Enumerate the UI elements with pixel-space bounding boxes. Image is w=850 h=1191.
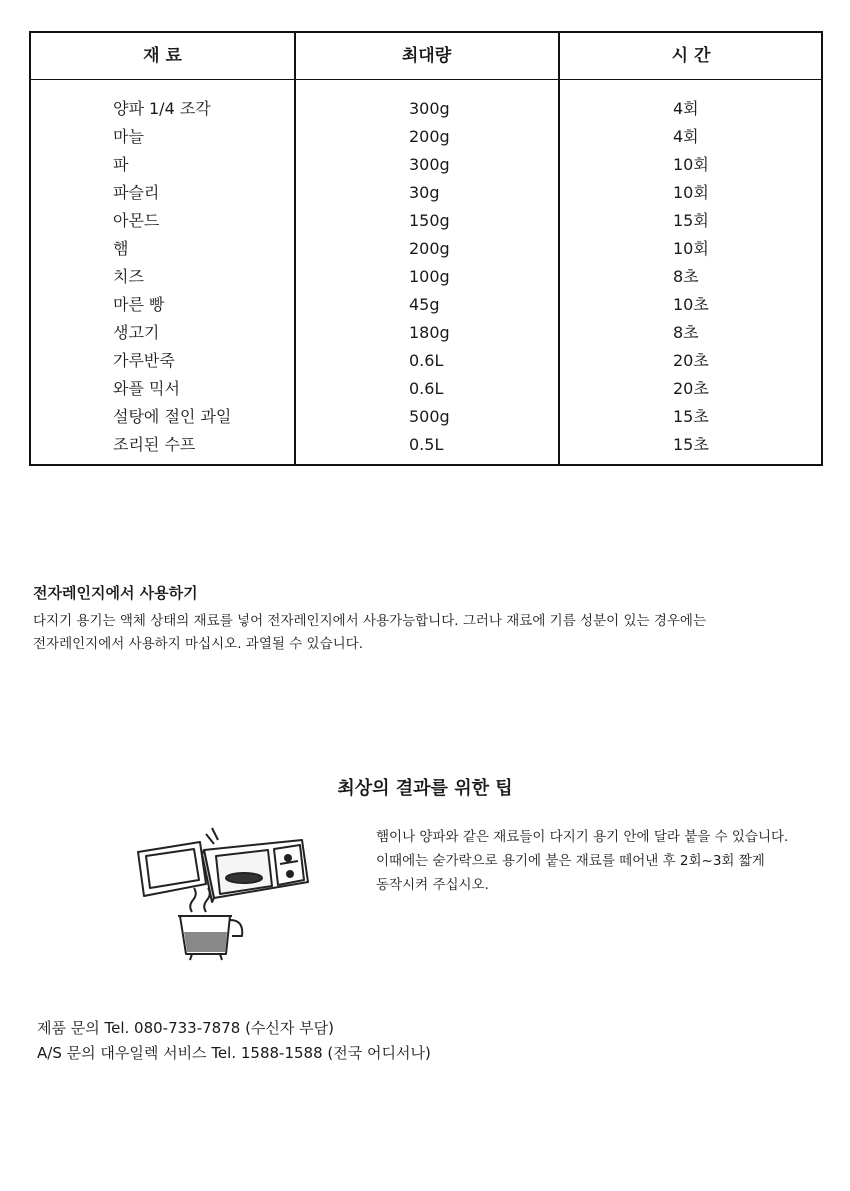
- table-row: [31, 179, 821, 207]
- cell-time: 15초: [673, 407, 709, 426]
- cell-time: 4회: [673, 99, 699, 118]
- cell-max-amount: 0.6L: [409, 379, 444, 398]
- table-row: [31, 123, 821, 151]
- service-inquiry-contact: A/S 문의 대우일렉 서비스 Tel. 1588-1588 (전국 어디서나): [37, 1044, 431, 1062]
- cell-max-amount: 180g: [409, 323, 450, 342]
- table-row: [31, 207, 821, 235]
- cell-ingredient: 치즈: [113, 267, 144, 286]
- cell-time: 20초: [673, 379, 709, 398]
- cell-max-amount: 300g: [409, 155, 450, 174]
- cell-time: 15회: [673, 211, 709, 230]
- table-row: [31, 319, 821, 347]
- header-ingredient: 재 료: [143, 46, 182, 66]
- cell-time: 8초: [673, 323, 699, 342]
- table-row: [31, 95, 821, 123]
- cell-ingredient: 설탕에 절인 과일: [113, 407, 232, 426]
- cell-ingredient: 마늘: [113, 127, 144, 146]
- microwave-and-chopper-bowl-icon: [130, 822, 315, 967]
- cell-time: 10회: [673, 239, 709, 258]
- cell-ingredient: 마른 빵: [113, 295, 165, 314]
- table-body: [31, 95, 821, 459]
- cell-max-amount: 30g: [409, 183, 440, 202]
- cell-ingredient: 양파 1/4 조각: [113, 99, 211, 118]
- table-header: [31, 33, 821, 80]
- header-time: 시 간: [671, 46, 711, 66]
- cell-ingredient: 가루반죽: [113, 351, 175, 370]
- tip-line: 이때에는 숟가락으로 용기에 붙은 재료를 떼어낸 후 2회~3회 짧게: [376, 853, 765, 869]
- tip-line: 햄이나 양파와 같은 재료들이 다지기 용기 안에 달라 붙을 수 있습니다.: [376, 829, 789, 845]
- ingredient-table: [29, 31, 823, 466]
- cell-time: 10초: [673, 295, 709, 314]
- microwave-section-title: 전자레인지에서 사용하기: [33, 584, 198, 602]
- table-row: [31, 375, 821, 403]
- table-row: [31, 403, 821, 431]
- cell-time: 8초: [673, 267, 699, 286]
- cell-max-amount: 150g: [409, 211, 450, 230]
- cell-ingredient: 생고기: [113, 323, 160, 342]
- cell-ingredient: 와플 믹서: [113, 379, 180, 398]
- tips-title: 최상의 결과를 위한 팁: [337, 778, 513, 799]
- cell-time: 15초: [673, 435, 709, 454]
- cell-time: 20초: [673, 351, 709, 370]
- cell-time: 4회: [673, 127, 699, 146]
- cell-max-amount: 500g: [409, 407, 450, 426]
- microwave-paragraph-line: 다지기 용기는 액체 상태의 재료를 넣어 전자레인지에서 사용가능합니다. 그러나 재료에 기름 성분이 있는 경우에는: [33, 613, 707, 629]
- cell-ingredient: 햄: [113, 239, 129, 258]
- product-inquiry-contact: 제품 문의 Tel. 080-733-7878 (수신자 부담): [37, 1019, 334, 1037]
- table-row: [31, 347, 821, 375]
- cell-max-amount: 45g: [409, 295, 440, 314]
- cell-max-amount: 200g: [409, 239, 450, 258]
- table-row: [31, 235, 821, 263]
- microwave-paragraph-line: 전자레인지에서 사용하지 마십시오. 과열될 수 있습니다.: [33, 636, 363, 652]
- cell-max-amount: 0.6L: [409, 351, 444, 370]
- cell-ingredient: 파슬리: [113, 183, 160, 202]
- cell-ingredient: 아몬드: [113, 211, 160, 230]
- table-row: [31, 431, 821, 459]
- cell-max-amount: 100g: [409, 267, 450, 286]
- cell-ingredient: 파: [113, 155, 129, 174]
- cell-max-amount: 300g: [409, 99, 450, 118]
- cell-max-amount: 200g: [409, 127, 450, 146]
- cell-time: 10회: [673, 183, 709, 202]
- cell-time: 10회: [673, 155, 709, 174]
- table-row: [31, 263, 821, 291]
- table-row: [31, 151, 821, 179]
- tip-line: 동작시켜 주십시오.: [376, 877, 489, 893]
- cell-max-amount: 0.5L: [409, 435, 444, 454]
- table-row: [31, 291, 821, 319]
- cell-ingredient: 조리된 수프: [113, 435, 196, 454]
- header-max-amount: 최대량: [401, 46, 452, 66]
